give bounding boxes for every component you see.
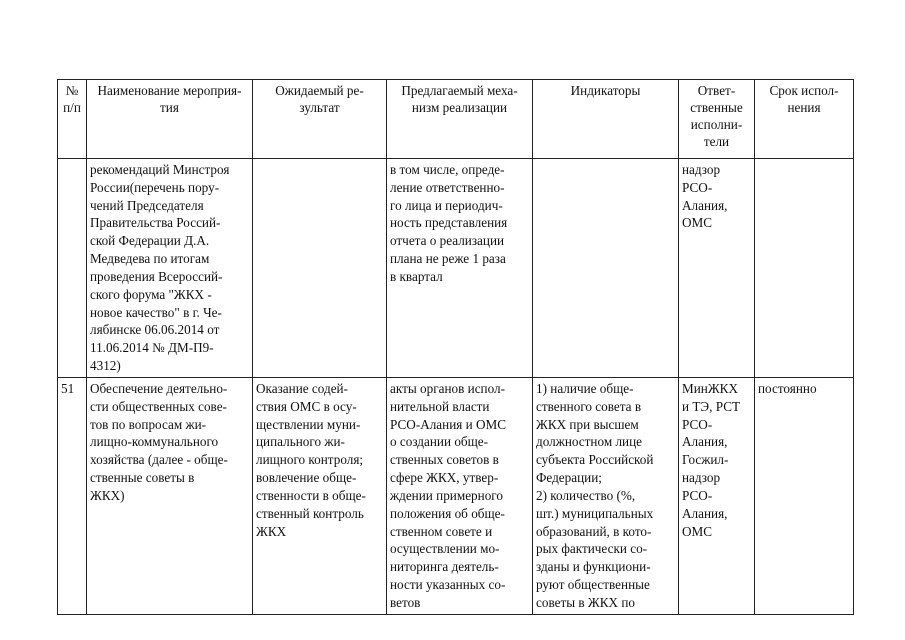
header-indicators: Индикаторы: [533, 80, 679, 159]
cell-result: Оказание содей- ствия ОМС в осу- ществлении муни- ципального жи- лищного контроля; вовлечение обще- ственности в обще- ственный контроль ЖКХ: [253, 378, 387, 615]
header-mechanism: Предлагаемый меха- низм реализации: [387, 80, 533, 159]
cell-indicators: 1) наличие обще- ственного совета в ЖКХ при высшем должностном лице субъекта Российской Федерации; 2) количество (%, шт.) муниципальных образований, в кото- рых фактически со- зданы и функциони- руют общественные советы в ЖКХ по: [533, 378, 679, 615]
table-header-row: [58, 80, 854, 159]
header-result: Ожидаемый ре- зультат: [253, 80, 387, 159]
cell-deadline: постоянно: [755, 378, 854, 615]
table-row: [58, 378, 854, 615]
header-executors: Ответ- ственные исполни- тели: [679, 80, 755, 159]
cell-name: Обеспечение деятельно- сти общественных сове- тов по вопросам жи- лищно-коммунального хозяйства (далее - обще- ственные советы в ЖКХ): [87, 378, 253, 615]
cell-deadline: [755, 159, 854, 378]
cell-mechanism: в том числе, опреде- ление ответственно- го лица и периодич- ность представления отчета о реализации плана не реже 1 раза в квартал: [387, 159, 533, 378]
cell-num: [58, 159, 87, 378]
cell-indicators: [533, 159, 679, 378]
cell-name: рекомендаций Минстроя России(перечень пору- чений Председателя Правительства Россий- ской Федерации Д.А. Медведева по итогам проведения Всероссий- ского форума "ЖКХ - новое качество" в г. Че- лябинске 06.06.2014 от 11.06.2014 № ДМ-П9- 4312): [87, 159, 253, 378]
header-deadline: Срок испол- нения: [755, 80, 854, 159]
table-row: [58, 159, 854, 378]
cell-executors: надзор РСО- Алания, ОМС: [679, 159, 755, 378]
action-plan-table: [57, 79, 854, 615]
cell-executors: МинЖКХ и ТЭ, РСТ РСО- Алания, Госжил- надзор РСО- Алания, ОМС: [679, 378, 755, 615]
header-num: № п/п: [58, 80, 87, 159]
header-name: Наименование мероприя- тия: [87, 80, 253, 159]
cell-result: [253, 159, 387, 378]
cell-mechanism: акты органов испол- нительной власти РСО-Алания и ОМС о создании обще- ственных советов в сфере ЖКХ, утвер- ждении примерного положения об обще- ственном совете и осуществлении мо- ниторинга деятель- ности указанных со- ветов: [387, 378, 533, 615]
cell-num: 51: [58, 378, 87, 615]
